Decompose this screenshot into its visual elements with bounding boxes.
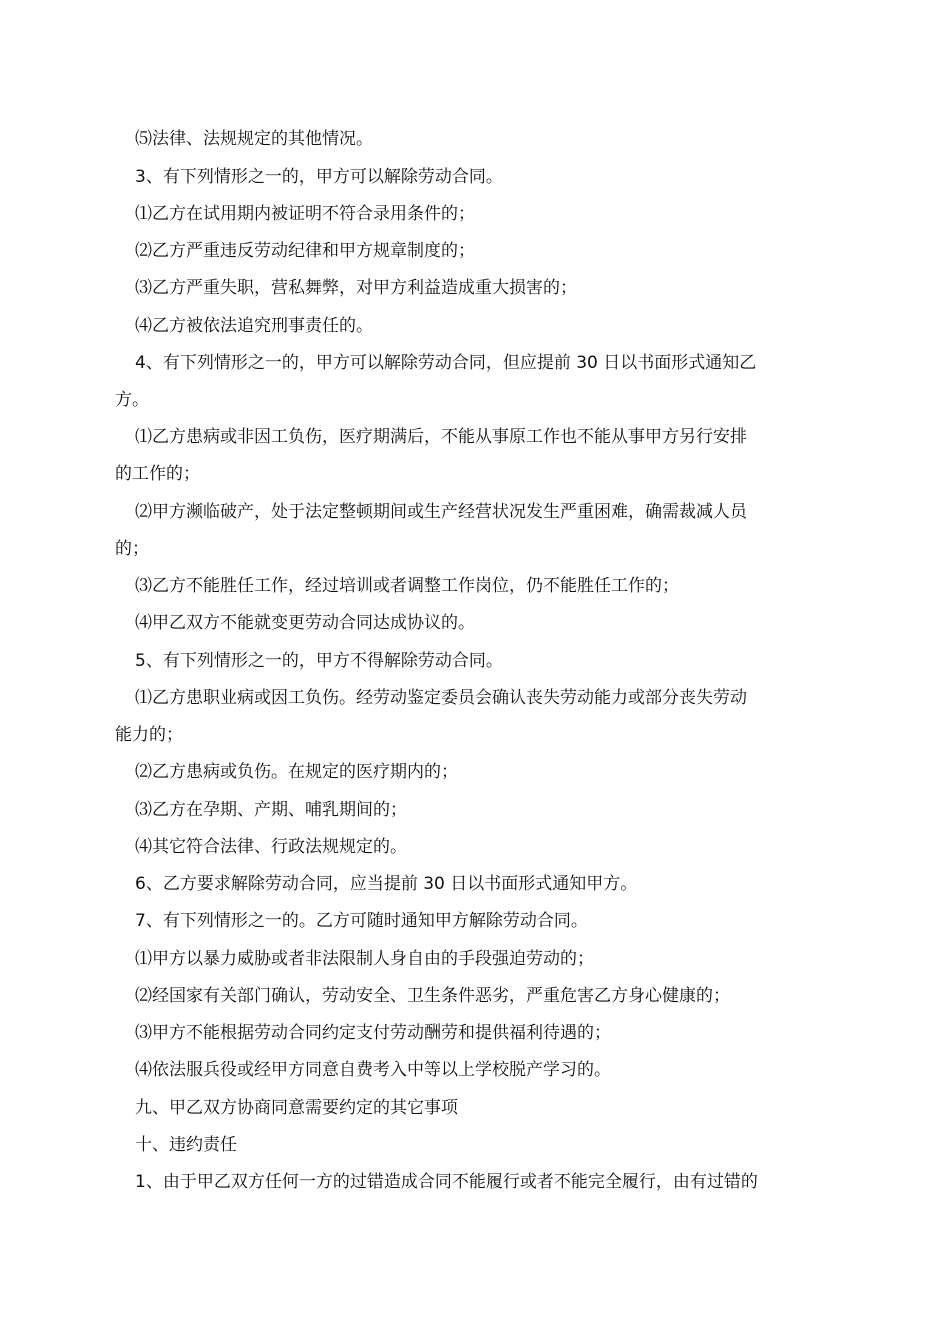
- clause-text-continuation: 能力的；: [115, 725, 183, 745]
- clause-text: ⑷依法服兵役或经甲方同意自费考入中等以上学校脱产学习的。: [135, 1060, 611, 1080]
- clause-text: ⑵乙方患病或负伤。在规定的医疗期内的；: [135, 762, 458, 782]
- clause-text: ⑶甲方不能根据劳动合同约定支付劳动酬劳和提供福利待遇的；: [135, 1023, 611, 1043]
- clause-text: ⑸法律、法规规定的其他情况。: [135, 129, 373, 149]
- clause-text: ⑴甲方以暴力威胁或者非法限制人身自由的手段强迫劳动的；: [135, 949, 594, 969]
- clause-text: ⑶乙方在孕期、产期、哺乳期间的；: [135, 800, 407, 820]
- clause-text-continuation: 的；: [115, 539, 149, 559]
- clause-heading: 3、有下列情形之一的，甲方可以解除劳动合同。: [135, 167, 503, 187]
- clause-text: ⑵经国家有关部门确认，劳动安全、卫生条件恶劣，严重危害乙方身心健康的；: [135, 986, 730, 1006]
- clause-text: ⑶乙方严重失职，营私舞弊，对甲方利益造成重大损害的；: [135, 278, 577, 298]
- clause-text: ⑷甲乙双方不能就变更劳动合同达成协议的。: [135, 613, 475, 633]
- clause-heading: 1、由于甲乙双方任何一方的过错造成合同不能履行或者不能完全履行，由有过错的: [135, 1172, 758, 1192]
- clause-text: ⑵甲方濒临破产，处于法定整顿期间或生产经营状况发生严重困难，确需裁减人员: [135, 502, 747, 522]
- clause-text: ⑴乙方患职业病或因工负伤。经劳动鉴定委员会确认丧失劳动能力或部分丧失劳动: [135, 688, 747, 708]
- clause-heading: 4、有下列情形之一的，甲方可以解除劳动合同，但应提前 30 日以书面形式通知乙: [135, 353, 757, 373]
- clause-text: ⑶乙方不能胜任工作，经过培训或者调整工作岗位，仍不能胜任工作的；: [135, 576, 679, 596]
- section-heading: 十、违约责任: [135, 1135, 237, 1155]
- clause-heading: 7、有下列情形之一的。乙方可随时通知甲方解除劳动合同。: [135, 911, 588, 931]
- clause-text: ⑷其它符合法律、行政法规规定的。: [135, 837, 407, 857]
- clause-heading: 6、乙方要求解除劳动合同，应当提前 30 日以书面形式通知甲方。: [135, 874, 638, 894]
- clause-text: ⑴乙方在试用期内被证明不符合录用条件的；: [135, 204, 475, 224]
- clause-heading-continuation: 方。: [115, 390, 149, 410]
- clause-text-continuation: 的工作的；: [115, 464, 200, 484]
- clause-text: ⑷乙方被依法追究刑事责任的。: [135, 316, 373, 336]
- clause-text: ⑵乙方严重违反劳动纪律和甲方规章制度的；: [135, 241, 475, 261]
- section-heading: 九、甲乙双方协商同意需要约定的其它事项: [135, 1098, 458, 1118]
- clause-text: ⑴乙方患病或非因工负伤，医疗期满后，不能从事原工作也不能从事甲方另行安排: [135, 427, 747, 447]
- clause-heading: 5、有下列情形之一的，甲方不得解除劳动合同。: [135, 651, 503, 671]
